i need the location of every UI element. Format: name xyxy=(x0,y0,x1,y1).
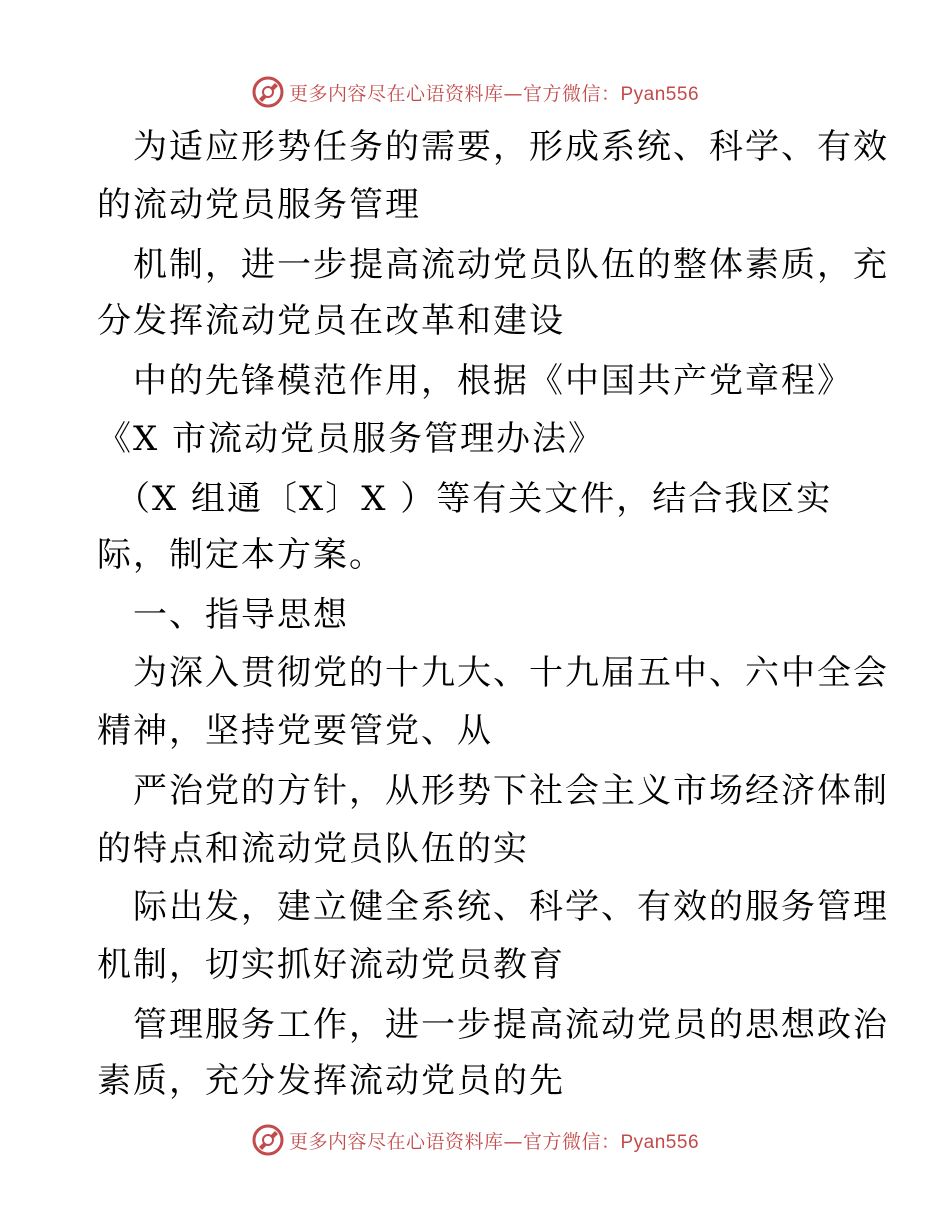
text-line: 《X 市流动党员服务管理办法》 xyxy=(97,419,605,459)
text-line: 际出发，建立健全系统、科学、有效的服务管理 xyxy=(97,887,889,927)
wechat-id: Pyan556 xyxy=(620,83,700,105)
brand-logo-icon xyxy=(251,75,285,109)
text-line: 分发挥流动党员在改革和建设 xyxy=(97,301,565,341)
text-line: 的流动党员服务管理 xyxy=(97,185,421,225)
footer-watermark xyxy=(0,1120,950,1160)
text-line: 机制，进一步提高流动党员队伍的整体素质，充 xyxy=(97,245,889,285)
text-line: 为深入贯彻党的十九大、十九届五中、六中全会 xyxy=(97,653,889,693)
text-line: 精神，坚持党要管党、从 xyxy=(97,711,493,751)
text-line: 为适应形势任务的需要，形成系统、科学、有效 xyxy=(97,127,889,167)
text-line: 管理服务工作，进一步提高流动党员的思想政治 xyxy=(97,1005,889,1045)
text-line: 的特点和流动党员队伍的实 xyxy=(97,829,529,869)
watermark-text: 更多内容尽在心语资料库—官方微信：Pyan556 xyxy=(288,82,700,105)
text-line: （X 组通〔X〕X ）等有关文件，结合我区实 xyxy=(97,479,833,519)
text-line: 严治党的方针，从形势下社会主义市场经济体制 xyxy=(97,771,889,811)
text-line: 中的先锋模范作用，根据《中国共产党章程》 xyxy=(97,361,853,401)
watermark-text: 更多内容尽在心语资料库—官方微信：Pyan556 xyxy=(288,1130,700,1153)
text-line: 际，制定本方案。 xyxy=(97,535,385,575)
wechat-id: Pyan556 xyxy=(620,1131,700,1153)
text-line: 素质，充分发挥流动党员的先 xyxy=(97,1061,565,1101)
section-heading: 一、指导思想 xyxy=(97,595,349,635)
header-watermark xyxy=(0,72,950,112)
text-line: 机制，切实抓好流动党员教育 xyxy=(97,945,565,985)
brand-logo-icon xyxy=(251,1123,285,1157)
